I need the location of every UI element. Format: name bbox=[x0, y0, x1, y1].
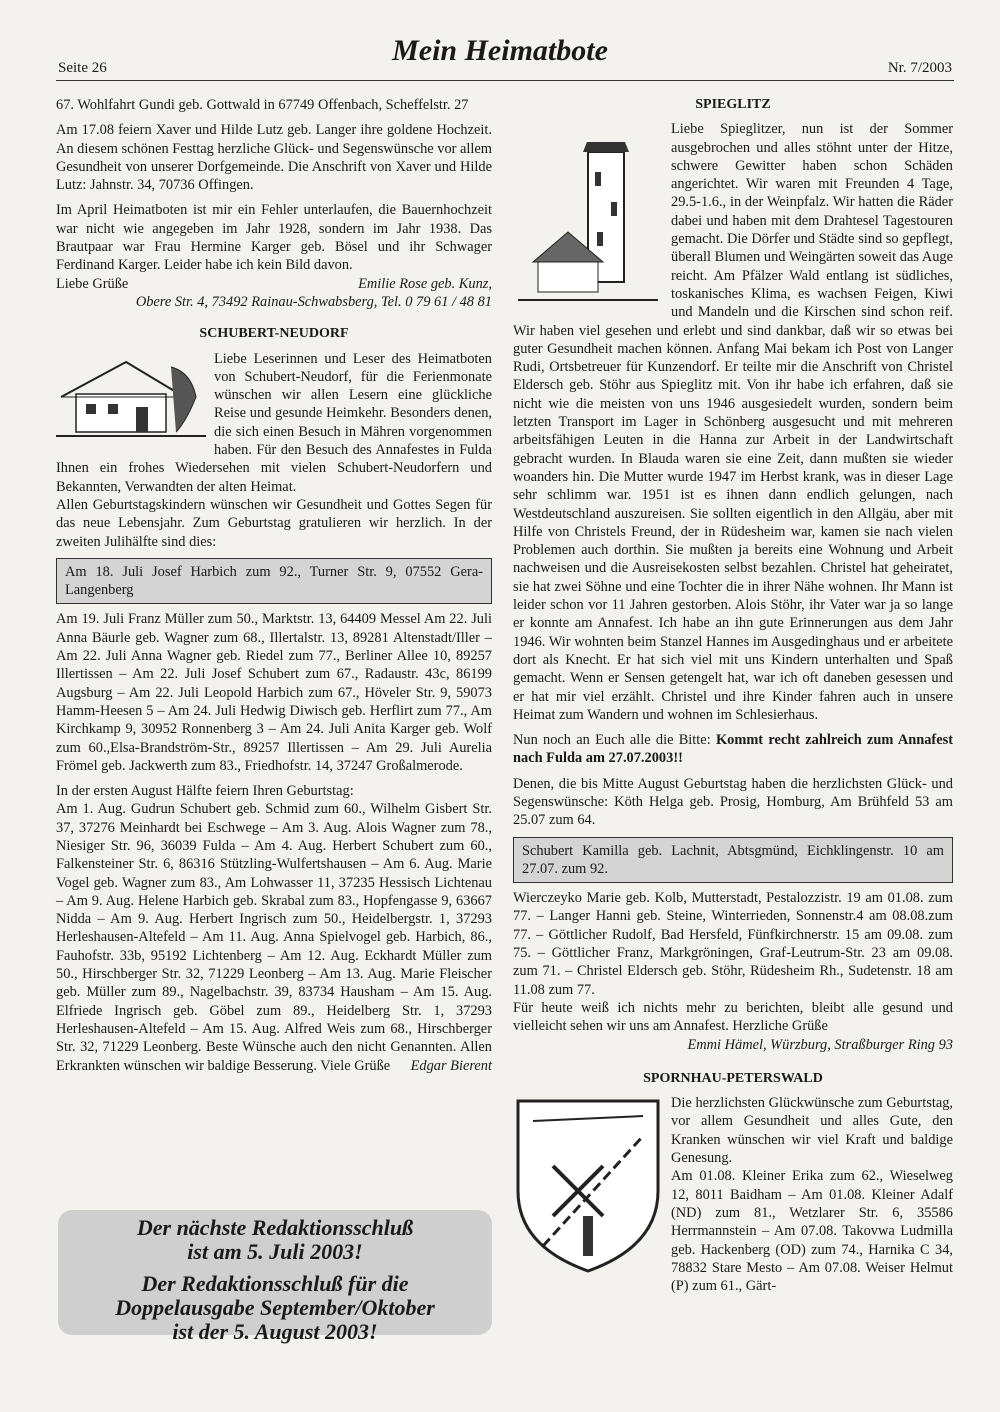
left-column bbox=[56, 96, 492, 1075]
birthday-highlight-box-right: Schubert Kamilla geb. Lachnit, Abtsgmünd, Eichklingenstr. 10 am 27.07. zum 92. bbox=[513, 837, 953, 884]
signature-haemel: Emmi Hämel, Würzburg, Straßburger Ring 93 bbox=[687, 1036, 953, 1053]
left-paragraph-6: Am 19. Juli Franz Müller zum 50., Marktstr. 13, 64409 Messel Am 22. Juli Anna Bäurle geb. Wagner zum 68., Illertalstr. 13, 89281 Altenstadt/Iller – Am 22. Juli Anna Wagner geb. Riedel zum 77., Berliner Allee 10, 89257 Illertissen – Am 22. Juli Josef Schubert zum 67., Radaustr. 43c, 86199 Augsburg – Am 22. Juli Leopold Harbich zum 67., Höveler Str. 9, 59073 Hamm-Heesen 5 – Am 24. Juli Hedwig Diwisch geb. Herflirt zum 77., Am Kirchkamp 9, 30952 Ronnenberg 3 – Am 24. Juli Anita Karger geb. Wolf zum 60.,Elsa-Brandström-Str., 89257 Illertissen – Am 29. Juli Aurelia Frömel geb. Jackwerth zum 83., Friedhofstr. 14, 37247 Großalmerode. bbox=[56, 611, 492, 774]
right-paragraph-2: Nun noch an Euch alle die Bitte: Kommt recht zahlreich zum Annafest nach Fulda am 27.07.2003!! bbox=[513, 732, 953, 767]
signature-rose: Obere Str. 4, 73492 Rainau-Schwabsberg, Tel. 0 79 61 / 48 81 bbox=[135, 293, 492, 310]
left-paragraph-3: Im April Heimatboten ist mir ein Fehler unterlaufen, die Bauernhochzeit war nicht wie angegeben im Jahr 1928, sondern im Jahr 1938. Das Brautpaar war Frau Hermine Karger geb. Bösel und ihr Schwager Ferdinand Karger. Leider habe ich kein Bild davon. Liebe Grüße Emilie Rose geb. Kunz, bbox=[56, 202, 492, 292]
deadline-line-3: Der Redaktionsschluß für die bbox=[141, 1271, 409, 1296]
right-paragraph-1: Liebe Spieglitzer, nun ist der Sommer ausgebrochen und alles stöhnt unter der Hitze, schwere Gewitter haben schon Schäden angerichtet. Wir waren mit Freunden 4 Tage, 29.5-1.6., in der Weinpfalz. Wir hatten die Räder dabei und haben mit dem Drahtesel Tagestouren gemacht. Die Dörfer und Städte sind so gepflegt, überall Blumen und Weingärten soweit das Auge reicht. Am Pfälzer Wald entlang ist südliches, toskanisches Klima, es wachsen Feigen, Kiwi und Mandeln und die Kirschen sind schon reif. Wir haben viel gesehen und erlebt und sind dankbar, daß wir so etwas bei guter Gesundheit machen können. Anfang Mai bekam ich Post von Langer Rudi, Ortsbetreuer für Kunzendorf. Er teilte mir die Anschrift von Christel Eldersch geb. Stöhr aus Spieglitz mit. Von ihr habe ich erfahren, daß sie nicht wie die meisten von uns 1946 ausgesiedelt wurden, sondern beim letzten Transport im Lager in Schönberg ausgesucht und mit mehreren arbeitsfähigen Leuten in die Hanna zur Arbeit in der Landwirtschaft gebracht wurden. In Blauda waren sie eine Zeit, dann mußten sie wieder woanders hin. Die Mutter wurde 1947 im Herbst krank, was in dieser Lage sehr schlimm war. 1951 ist es ihnen dann endlich gelungen, nach Westdeutschland auszureisen. Sie sollten eigentlich in den Allgäu, aber mit Hilfe von Christels Freund, der in Rüdesheim war, kamen sie nach vielen Problemen auch dorthin. Sie mußten ja bereits eine Wohnung und Arbeit nachweisen und die Ausreisekosten selbst bezahlen. Christel hat geheiratet, sie hat zwei Söhne und eine Tochter die in ihrer Nähe wohnen. Ihr Mann ist leider schon vor 11 Jahren gestorben. Alois Stöhr, ihr Vater war ja so lange er konnte am Annafest. Ich habe an ihn gute Erinnerungen aus dem Jahr 1946. Wir wohnten beim Stanzel Hannes im Ausgedinghaus und er arbeitete dort als Knecht. Er hat sich viel mit uns Kindern unterhalten und Spaß gemacht. Wenn er Sensen getengelt hat, war ich oft daneben gesessen und er hat mir viel erzählt. Christel und ihre Kinder fahren auch in unsere Heimat zum Wandern und wohnen im Schlesierhaus. bbox=[513, 121, 953, 723]
house-illustration bbox=[56, 352, 206, 442]
deadline-line-2: ist am 5. Juli 2003! bbox=[187, 1239, 363, 1264]
right-paragraph-6: Die herzlichsten Glückwünsche zum Geburtstag, vor allem Gesundheit und alles Gute, den Kranken wünschen wir viel Kraft und baldige Genesung. bbox=[671, 1095, 953, 1167]
issue-number: Nr. 7/2003 bbox=[887, 60, 952, 76]
left-paragraph-5: Allen Geburtstagskindern wünschen wir Gesundheit und Gottes Segen für das neue Lebensjahr. Zum Geburtstag gratulieren wir herzlich. In der zweiten Julihälfte sind dies: bbox=[56, 496, 492, 550]
deadline-notice bbox=[58, 1210, 492, 1344]
birthday-highlight-box: Am 18. Juli Josef Harbich zum 92., Turner Str. 9, 07552 Gera-Langenberg bbox=[56, 558, 492, 605]
tower-illustration bbox=[513, 122, 663, 312]
deadline-line-4: Doppelausgabe September/Oktober bbox=[115, 1295, 435, 1320]
section-heading-spornhau-peterswald: SPORNHAU-PETERSWALD bbox=[643, 1070, 823, 1086]
deadline-line-5: ist der 5. August 2003! bbox=[172, 1319, 378, 1344]
section-heading-schubert-neudorf: SCHUBERT-NEUDORF bbox=[199, 326, 349, 342]
right-paragraph-4: Wierczeyko Marie geb. Kolb, Mutterstadt, Pestalozzistr. 19 am 01.08. zum 77. – Langer Hanni geb. Steine, Winterrieden, Sonnenstr.4 am 08.08.zum 77. – Göttlicher Rudolf, Bad Hersfeld, Fünfkirchnerstr. 15 am 09.08. zum 75. – Göttlicher Franz, Markgröningen, Graf-Leutrum-Str. 23 am 09.08. zum 71. – Christel Eldersch geb. Stöhr, Rüdesheim Rh., Sudetenstr. 18 am 11.08 zum 77. bbox=[513, 890, 953, 998]
section-heading-spieglitz: SPIEGLITZ bbox=[695, 97, 771, 112]
deadline-line-1: Der nächste Redaktionsschluß bbox=[136, 1215, 414, 1240]
header-rule bbox=[56, 80, 954, 81]
left-paragraph-7: In der ersten August Hälfte feiern Ihren Geburtstag: Am 1. Aug. Gudrun Schubert geb. Schmid zum 60., Wilhelm Gisbert Str. 37, 37276 Meinhardt bei Eschwege – Am 3. Aug. Alois Wagner zum 78., Niesiger Str. 96, 36039 Fulda – Am 4. Aug. Herbert Schubert zum 60., Falkensteiner Str. 6, 86316 Stützling-Wulfertshausen – Am 6. Aug. Marie Vogel geb. Wagner zum 83., Am Lohwasser 11, 37235 Hessisch Lichtenau – Am 9. Aug. Helene Harbich geb. Skrabal zum 83., Hopfengasse 9, 63667 Nidda – Am 9. Aug. Herbert Ingrisch zum 50., Heidelbergstr. 1, 37293 Herleshausen-Altefeld – Am 11. Aug. Anna Spielvogel geb. Harbich, 86., Fauhofstr. 33b, 95192 Lichtenberg – Am 12. Aug. Eckhardt Müller zum 50., Hirschberger Str. 32, 71229 Leonberg – Am 13. Aug. Marie Fleischer geb. Müller zum 89., Nagelbachstr. 39, 83734 Hausham – Am 15. Aug. Elfriede Ingrisch geb. Göbel zum 89., Heidelberg Str. 1, 37293 Herleshausen-Altefeld – Am 15. Aug. Alfred Weis zum 68., Hirschberger Str. 32, 71229 Leonberg. Beste Wünsche auch den nicht Genannten. Allen Erkrankten wünschen wir baldige Besserung. Viele Grüße Edgar Bierent bbox=[56, 783, 492, 1074]
right-paragraph-5: Für heute weiß ich nichts mehr zu berichten, bleibt alle gesund und vielleicht sehen wir uns am Annafest. Herzliche Grüße bbox=[513, 999, 953, 1035]
coat-of-arms-illustration bbox=[513, 1096, 663, 1276]
right-paragraph-3: Denen, die bis Mitte August Geburtstag haben die herzlichsten Glück- und Segenswünsche: Köth Helga geb. Prosig, Homburg, Am Brühfeld 53 am 25.07 zum 64. bbox=[513, 775, 953, 829]
right-paragraph-7: Am 01.08. Kleiner Erika zum 62., Wieselweg 12, 8011 Baidham – Am 01.08. Kleiner Adalf (ND) zum 81., Wetzlarer Str. 6, 35586 Herrmannstein – Am 07.08. Takovwa Ludmilla geb. Hackenberg (OD) zum 74., Harnika C 34, 78832 Stare Mesto – Am 07.08. Weiser Helmut (P) zum 61., Gärt- bbox=[671, 1168, 953, 1295]
page-number: Seite 26 bbox=[58, 60, 107, 76]
masthead-title: Mein Heimatbote bbox=[392, 34, 608, 67]
left-paragraph-4: Liebe Leserinnen und Leser des Heimatboten von Schubert-Neudorf, für die Ferienmonate wünschen wir allen Lesern eine glückliche Reise und gesunde Heimkehr. Besonders denen, die sich einen Besuch in Mähren vorgenommen haben. Für den Besuch des Annafestes in Fulda Ihnen ein frohes Wiedersehen mit vielen Schubert-Neudorfern und Bekannten, Verwandten der alten Heimat. bbox=[56, 350, 492, 495]
right-column bbox=[513, 96, 953, 1302]
left-paragraph-2: Am 17.08 feiern Xaver und Hilde Lutz geb. Langer ihre goldene Hochzeit. An diesem schönen Festtag herzliche Glück- und Segenswünsche vor allem Gesundheit von unserer Dorfgemeinde. Die Anschrift von Xaver und Hilde Lutz: Jahnstr. 34, 70736 Offingen. bbox=[56, 122, 492, 194]
left-paragraph-1: 67. Wohlfahrt Gundi geb. Gottwald in 67749 Offenbach, Scheffelstr. 27 bbox=[56, 97, 469, 113]
